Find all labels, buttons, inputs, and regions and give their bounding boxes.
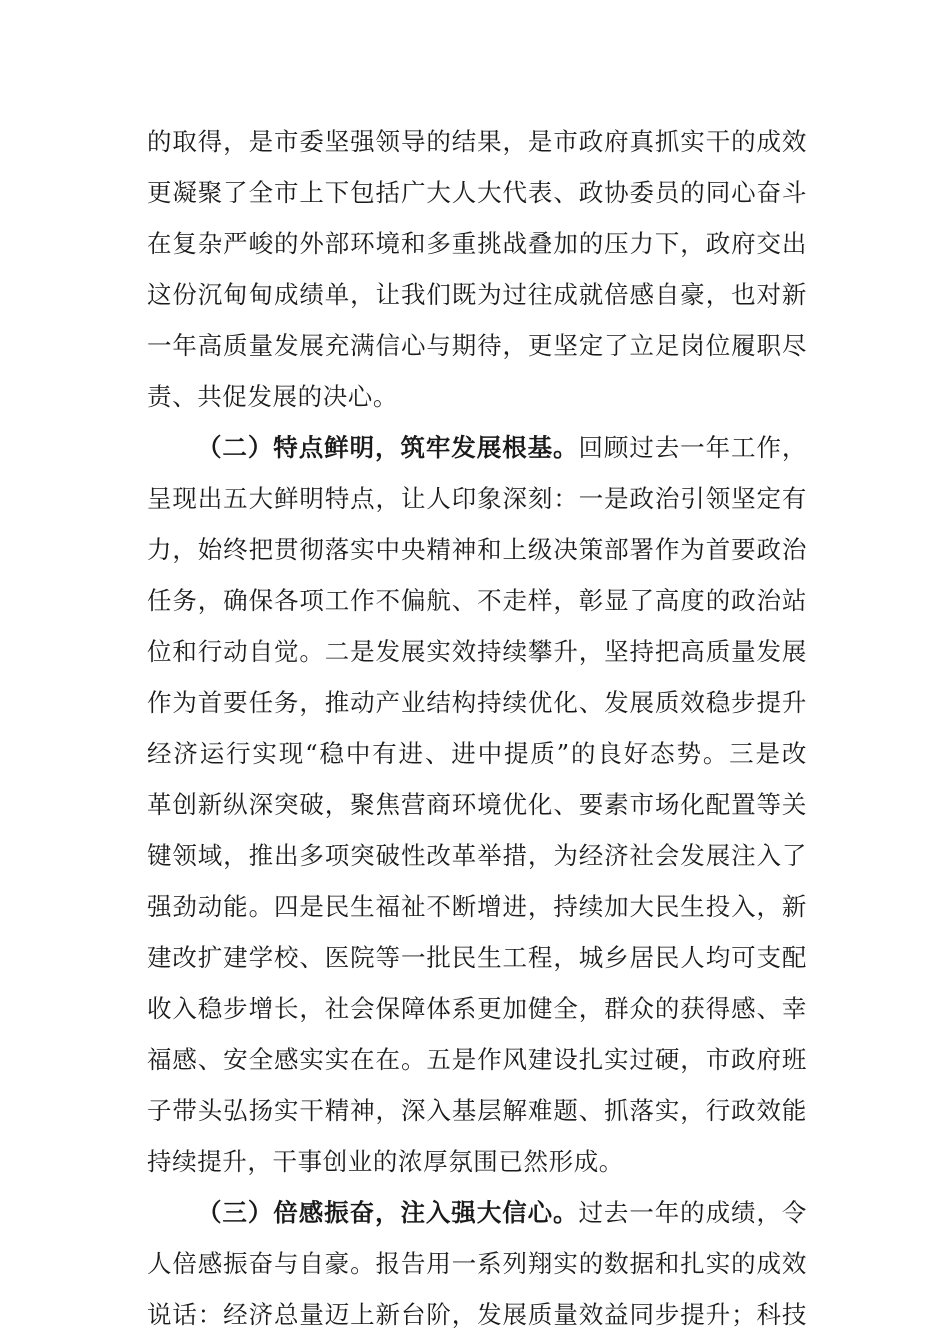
- text-line: 的取得，是市委坚强领导的结果，是市政府真抓实干的成效: [147, 127, 807, 156]
- text-line: 经济运行实现“稳中有进、进中提质”的良好态势。三是改: [147, 739, 807, 768]
- text-line: 任务，确保各项工作不偏航、不走样，彰显了高度的政治站: [147, 586, 807, 615]
- text-line: 呈现出五大鲜明特点，让人印象深刻：一是政治引领坚定有: [147, 484, 807, 513]
- text-line: 革创新纵深突破，聚焦营商环境优化、要素市场化配置等关: [147, 790, 807, 819]
- text-line: 人倍感振奋与自豪。报告用一系列翔实的数据和扎实的成效: [147, 1249, 807, 1278]
- text-line: 说话：经济总量迈上新台阶，发展质量效益同步提升；科技: [147, 1300, 807, 1329]
- text-line: 键领域，推出多项突破性改革举措，为经济社会发展注入了: [147, 841, 807, 870]
- heading-line-rest: 回顾过去一年工作，: [578, 433, 807, 462]
- text-line: [147, 422, 807, 473]
- paragraph-2: [147, 422, 807, 1187]
- text-line: [147, 1187, 807, 1238]
- text-line: 在复杂严峻的外部环境和多重挑战叠加的压力下，政府交出: [147, 229, 807, 258]
- text-line: 福感、安全感实实在在。五是作风建设扎实过硬，市政府班: [147, 1045, 807, 1074]
- paragraph-1: [147, 116, 807, 422]
- text-line: 这份沉甸甸成绩单，让我们既为过往成就倍感自豪，也对新: [147, 280, 807, 309]
- text-line: 一年高质量发展充满信心与期待，更坚定了立足岗位履职尽: [147, 331, 807, 360]
- text-line: 责、共促发展的决心。: [147, 382, 398, 411]
- document-body: [147, 116, 807, 1340]
- text-line: 作为首要任务，推动产业结构持续优化、发展质效稳步提升: [147, 688, 807, 717]
- text-line: 强劲动能。四是民生福祉不断增进，持续加大民生投入，新: [147, 892, 807, 921]
- paragraph-3: [147, 1187, 807, 1340]
- text-line: 子带头弘扬实干精神，深入基层解难题、抓落实，行政效能: [147, 1096, 807, 1125]
- text-line: 收入稳步增长，社会保障体系更加健全，群众的获得感、幸: [147, 994, 807, 1023]
- text-line: 更凝聚了全市上下包括广大人大代表、政协委员的同心奋斗: [147, 178, 807, 207]
- text-line: 建改扩建学校、医院等一批民生工程，城乡居民人均可支配: [147, 943, 807, 972]
- section-heading: （二）特点鲜明，筑牢发展根基。: [197, 433, 579, 462]
- heading-line-rest: 过去一年的成绩，令: [578, 1198, 807, 1227]
- section-heading: （三）倍感振奋，注入强大信心。: [197, 1198, 579, 1227]
- text-line: 位和行动自觉。二是发展实效持续攀升，坚持把高质量发展: [147, 637, 807, 666]
- text-line: 力，始终把贯彻落实中央精神和上级决策部署作为首要政治: [147, 535, 807, 564]
- text-line: 持续提升，干事创业的浓厚氛围已然形成。: [147, 1147, 624, 1176]
